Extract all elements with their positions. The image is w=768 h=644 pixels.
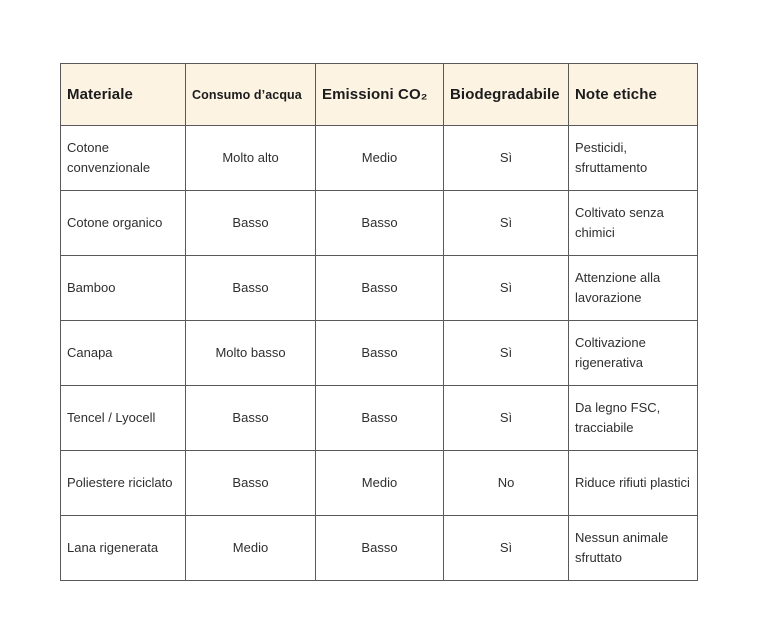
column-header-note-etiche: Note etiche bbox=[569, 64, 698, 126]
table-cell: Cotone organico bbox=[61, 191, 186, 256]
table-cell: Medio bbox=[316, 451, 444, 516]
column-header-materiale: Materiale bbox=[61, 64, 186, 126]
table-body bbox=[61, 126, 698, 581]
table-row bbox=[61, 516, 698, 581]
table-cell: Attenzione alla lavorazione bbox=[569, 256, 698, 321]
table-cell: Basso bbox=[316, 516, 444, 581]
table-cell: Da legno FSC, tracciabile bbox=[569, 386, 698, 451]
table-cell: Molto alto bbox=[186, 126, 316, 191]
table-row bbox=[61, 386, 698, 451]
table-header-row bbox=[61, 64, 698, 126]
table-cell: Basso bbox=[186, 191, 316, 256]
table-cell: Medio bbox=[316, 126, 444, 191]
table-cell: Tencel / Lyocell bbox=[61, 386, 186, 451]
column-header-consumo-acqua: Consumo d’acqua bbox=[186, 64, 316, 126]
table-cell: Riduce rifiuti plastici bbox=[569, 451, 698, 516]
table-cell: Poliestere riciclato bbox=[61, 451, 186, 516]
table-cell: Cotone convenzionale bbox=[61, 126, 186, 191]
table-cell: Lana rigenerata bbox=[61, 516, 186, 581]
table-cell: Basso bbox=[316, 386, 444, 451]
table-row bbox=[61, 451, 698, 516]
table-header bbox=[61, 64, 698, 126]
table-cell: Sì bbox=[444, 321, 569, 386]
table-cell: Bamboo bbox=[61, 256, 186, 321]
table-row bbox=[61, 126, 698, 191]
materials-comparison-table bbox=[60, 63, 698, 581]
table-row bbox=[61, 256, 698, 321]
table-cell: Molto basso bbox=[186, 321, 316, 386]
table-cell: Basso bbox=[186, 386, 316, 451]
table-cell: Nessun animale sfruttato bbox=[569, 516, 698, 581]
table-row bbox=[61, 321, 698, 386]
table-cell: Basso bbox=[316, 191, 444, 256]
materials-table-container bbox=[60, 63, 698, 581]
table-cell: No bbox=[444, 451, 569, 516]
column-header-biodegradabile: Biodegradabile bbox=[444, 64, 569, 126]
table-cell: Coltivazione rigenerativa bbox=[569, 321, 698, 386]
table-cell: Pesticidi, sfruttamento bbox=[569, 126, 698, 191]
table-cell: Basso bbox=[186, 451, 316, 516]
table-cell: Basso bbox=[316, 321, 444, 386]
table-row bbox=[61, 191, 698, 256]
table-cell: Sì bbox=[444, 191, 569, 256]
table-cell: Medio bbox=[186, 516, 316, 581]
table-cell: Canapa bbox=[61, 321, 186, 386]
table-cell: Basso bbox=[316, 256, 444, 321]
table-cell: Coltivato senza chimici bbox=[569, 191, 698, 256]
column-header-emissioni-co2: Emissioni CO₂ bbox=[316, 64, 444, 126]
table-cell: Sì bbox=[444, 256, 569, 321]
table-cell: Sì bbox=[444, 126, 569, 191]
table-cell: Sì bbox=[444, 386, 569, 451]
table-cell: Basso bbox=[186, 256, 316, 321]
table-cell: Sì bbox=[444, 516, 569, 581]
